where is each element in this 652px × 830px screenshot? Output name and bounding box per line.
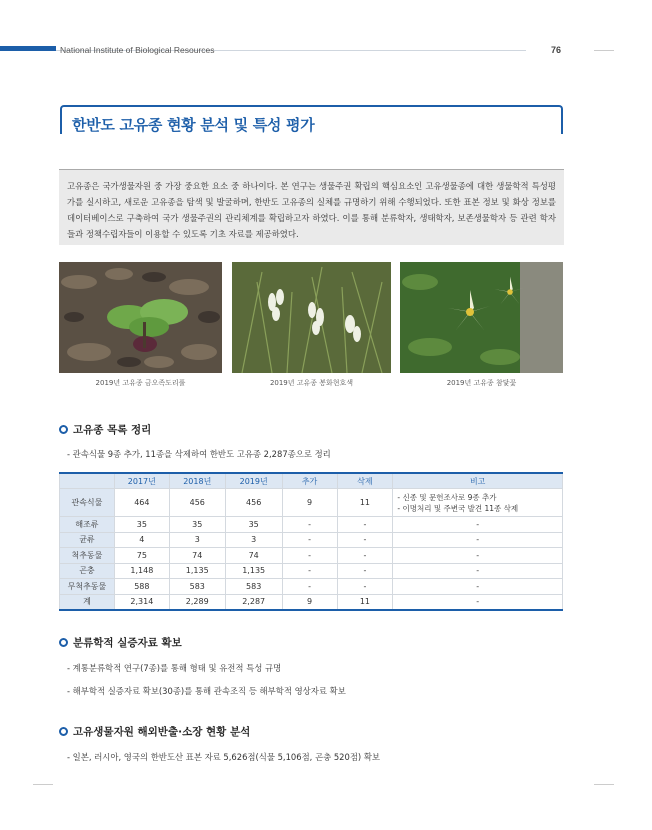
table-row bbox=[60, 579, 563, 595]
table-row bbox=[60, 489, 563, 517]
footer-left-rule bbox=[33, 784, 53, 785]
table-cell: 583 bbox=[169, 579, 225, 595]
note-line: - 신종 및 문헌조사로 9종 추가 bbox=[397, 492, 497, 502]
table-cell: 74 bbox=[225, 548, 282, 564]
table-cell: 3 bbox=[225, 532, 282, 548]
table-cell: - bbox=[337, 579, 393, 595]
table-cell: - bbox=[282, 579, 337, 595]
page-title: 한반도 고유종 현황 분석 및 특성 평가 bbox=[72, 116, 315, 134]
table-cell: - bbox=[393, 548, 563, 564]
table-row bbox=[60, 548, 563, 564]
table-cell: - bbox=[393, 517, 563, 533]
section3-item: - 일본, 러시아, 영국의 한반도산 표본 자료 5,626점(식물 5,106점, 곤충 520점) 확보 bbox=[67, 752, 381, 762]
table-cell: - bbox=[393, 532, 563, 548]
photo-geumo-asarum bbox=[59, 262, 222, 373]
table-row bbox=[60, 563, 563, 579]
row-label: 곤충 bbox=[60, 563, 115, 579]
table-header-cell: 추가 bbox=[282, 473, 337, 489]
table-header-cell: 2019년 bbox=[225, 473, 282, 489]
table-header-cell: 비고 bbox=[393, 473, 563, 489]
table-header-row bbox=[60, 473, 563, 489]
photo-caption-2: 2019년 고유종 봉화현호색 bbox=[269, 379, 354, 387]
table-cell: - bbox=[282, 532, 337, 548]
header-accent-bar bbox=[0, 46, 56, 51]
header-right-rule bbox=[594, 50, 614, 51]
section1-item: - 관속식물 9종 추가, 11종을 삭제하여 한반도 고유종 2,287종으로 정리 bbox=[67, 449, 331, 459]
photo-bonghwa-corydalis bbox=[232, 262, 391, 373]
table-cell: 4 bbox=[114, 532, 169, 548]
table-cell: 11 bbox=[337, 594, 393, 610]
row-label: 해조류 bbox=[60, 517, 115, 533]
table-cell: 35 bbox=[225, 517, 282, 533]
table-cell: 3 bbox=[169, 532, 225, 548]
circle-bullet-icon bbox=[59, 425, 68, 434]
table-cell: - bbox=[393, 563, 563, 579]
table-cell: - bbox=[282, 517, 337, 533]
section-title-taxonomic-evidence bbox=[59, 635, 182, 650]
table-cell: 1,135 bbox=[169, 563, 225, 579]
row-label: 균류 bbox=[60, 532, 115, 548]
photo-halenia bbox=[400, 262, 563, 373]
row-label: 무척추동물 bbox=[60, 579, 115, 595]
table-cell: - bbox=[393, 594, 563, 610]
table-cell: 35 bbox=[169, 517, 225, 533]
note-line: - 이명처리 및 주변국 발견 11종 삭제 bbox=[397, 503, 519, 513]
section-title-text: 고유생물자원 해외반출·소장 현황 분석 bbox=[73, 726, 251, 738]
row-label: 관속식물 bbox=[60, 489, 115, 517]
section-title-text: 분류학적 실증자료 확보 bbox=[73, 637, 182, 649]
table-cell: 11 bbox=[337, 489, 393, 517]
page-number: 76 bbox=[551, 45, 562, 55]
row-label: 척추동물 bbox=[60, 548, 115, 564]
header-org-name: National Institute of Biological Resources bbox=[60, 45, 215, 55]
table-header-cell: 2018년 bbox=[169, 473, 225, 489]
table-cell: 35 bbox=[114, 517, 169, 533]
intro-paragraph: 고유종은 국가생물자원 중 가장 중요한 요소 중 하나이다. 본 연구는 생물주권 확립의 핵심요소인 고유생물종에 대한 생물학적 특성평가를 실시하고, 새로운 고유종을 탐색 및 발굴하며, 한반도 고유종의 실체를 규명하기 위해 수행되었다. 또한 표본 정보 및 화상 정보를 데이터베이스로 구축하여 국가 생물주권의 관리체계를 확립하고자 하였다. 이를 통해 분류학자, 생태학자, 보존생물학자 등 관련 학자들과 정책수립자들이 이용할 수 있도록 기초 자료를 제공하였다. bbox=[59, 169, 564, 245]
table-cell: 2,287 bbox=[225, 594, 282, 610]
section2-item: - 해부학적 실증자료 확보(30종)를 통해 관속조직 등 해부학적 영상자료 확보 bbox=[67, 686, 346, 696]
title-box bbox=[60, 105, 563, 134]
section-title-overseas-holdings bbox=[59, 724, 250, 739]
table-cell: - bbox=[282, 563, 337, 579]
table-cell: 464 bbox=[114, 489, 169, 517]
row-label: 계 bbox=[60, 594, 115, 610]
table-cell: 456 bbox=[225, 489, 282, 517]
table-cell: - bbox=[337, 532, 393, 548]
table-cell: 75 bbox=[114, 548, 169, 564]
table-cell: - bbox=[337, 563, 393, 579]
table-row bbox=[60, 532, 563, 548]
endemic-species-table bbox=[59, 472, 563, 611]
section-title-endemic-list bbox=[59, 422, 151, 437]
table-cell: 9 bbox=[282, 489, 337, 517]
table-cell: 588 bbox=[114, 579, 169, 595]
section-title-text: 고유종 목록 정리 bbox=[73, 424, 152, 436]
table-cell: - bbox=[337, 517, 393, 533]
table-row bbox=[60, 517, 563, 533]
table-cell: 74 bbox=[169, 548, 225, 564]
table-cell: - bbox=[337, 548, 393, 564]
section2-item: - 계통분류학적 연구(7종)를 통해 형태 및 유전적 특성 규명 bbox=[67, 663, 282, 673]
table-cell: 1,148 bbox=[114, 563, 169, 579]
table-header-cell: 2017년 bbox=[114, 473, 169, 489]
table-cell: - bbox=[282, 548, 337, 564]
circle-bullet-icon bbox=[59, 727, 68, 736]
table-cell: 2,314 bbox=[114, 594, 169, 610]
photo-caption-1: 2019년 고유종 금오족도리풀 bbox=[95, 379, 186, 387]
table-cell: 1,135 bbox=[225, 563, 282, 579]
table-cell: 2,289 bbox=[169, 594, 225, 610]
circle-bullet-icon bbox=[59, 638, 68, 647]
footer-right-rule bbox=[594, 784, 614, 785]
table-header-cell bbox=[60, 473, 115, 489]
table-cell: 583 bbox=[225, 579, 282, 595]
table-cell: - bbox=[393, 579, 563, 595]
table-cell: 456 bbox=[169, 489, 225, 517]
table-note-cell bbox=[393, 489, 563, 517]
table-cell: 9 bbox=[282, 594, 337, 610]
table-row-total bbox=[60, 594, 563, 610]
table-header-cell: 삭제 bbox=[337, 473, 393, 489]
photo-caption-3: 2019년 고유종 참닻꽃 bbox=[446, 379, 517, 387]
